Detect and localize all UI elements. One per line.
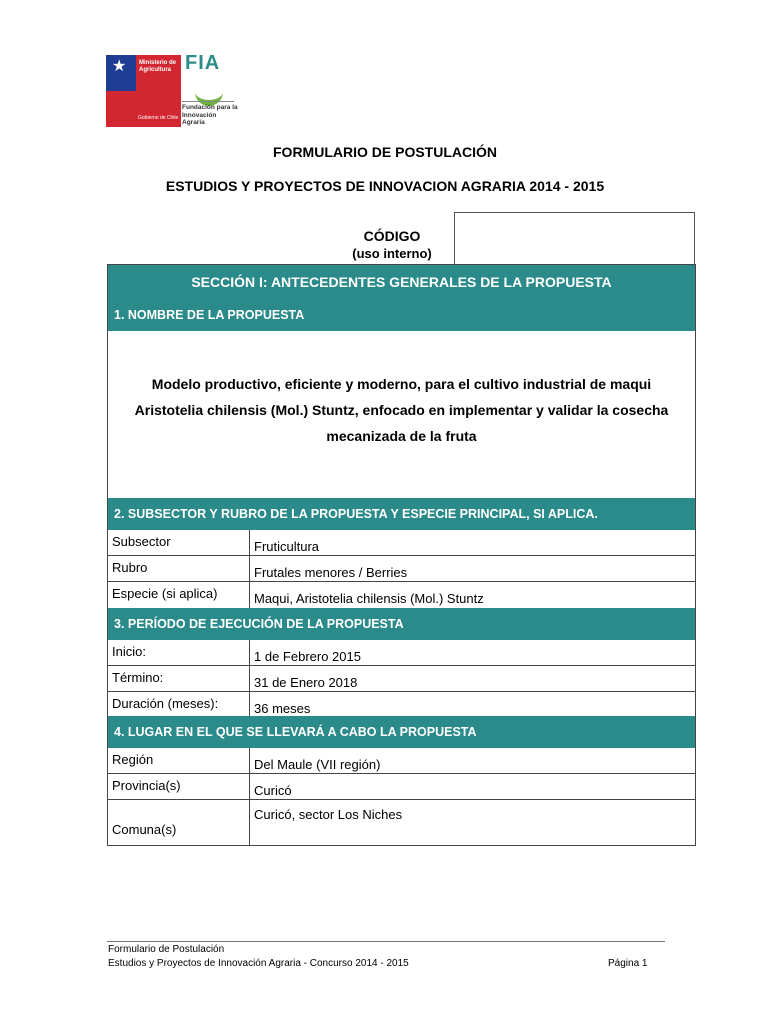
code-label: [330, 228, 454, 262]
table-row: [108, 582, 695, 608]
row-label: Comuna(s): [112, 822, 177, 837]
proposal-name-line: mecanizada de la fruta: [326, 428, 477, 444]
fia-logo-text: [182, 104, 238, 127]
footer-form-name: Formulario de Postulación: [108, 944, 225, 955]
proposal-name-line: Aristotelia chilensis (Mol.) Stuntz, enfocado en implementar y validar la cosecha: [134, 402, 669, 418]
table-row: [108, 640, 695, 666]
row-value: Frutales menores / Berries: [254, 565, 408, 580]
row-value: Maqui, Aristotelia chilensis (Mol.) Stuntz: [254, 591, 484, 606]
ministry-logo-sub: Gobierno de Chile: [138, 115, 179, 121]
row-label: Inicio:: [112, 644, 146, 659]
row-label: Subsector: [112, 534, 171, 549]
question-2-heading: 2. SUBSECTOR Y RUBRO DE LA PROPUESTA Y ESPECIE PRINCIPAL, SI APLICA.: [108, 498, 695, 530]
fia-logo-divider: [182, 101, 234, 102]
ministry-logo-line2: Agricultura: [139, 67, 172, 73]
form-title: FORMULARIO DE POSTULACIÓN: [273, 144, 497, 160]
code-field[interactable]: [454, 212, 695, 264]
flag-blue-field: [106, 55, 136, 91]
row-label: Región: [112, 752, 154, 767]
proposal-name-line: Modelo productivo, eficiente y moderno, para el cultivo industrial de maqui: [151, 376, 652, 392]
proposal-name: [108, 331, 695, 498]
table-row: [108, 530, 695, 556]
row-value: 36 meses: [254, 701, 311, 716]
row-label: Término:: [112, 670, 164, 685]
table-row: [108, 556, 695, 582]
fia-logo-line1: Fundación para la: [182, 104, 238, 111]
question-4-heading: 4. LUGAR EN EL QUE SE LLEVARÁ A CABO LA PROPUESTA: [108, 716, 695, 748]
star-icon: ★: [112, 58, 127, 75]
section-heading: SECCIÓN I: ANTECEDENTES GENERALES DE LA PROPUESTA: [108, 265, 695, 299]
row-value: 31 de Enero 2018: [254, 675, 358, 690]
table-row: [108, 666, 695, 692]
table-row: [108, 748, 695, 774]
footer-page-number: Página 1: [608, 958, 648, 969]
row-label: Especie (si aplica): [112, 586, 218, 601]
footer-contest: Estudios y Proyectos de Innovación Agraria - Concurso 2014 - 2015: [108, 958, 409, 969]
table-row: [108, 692, 695, 718]
row-value: Curicó, sector Los Niches: [254, 807, 403, 822]
table-row: [108, 774, 695, 800]
row-label: Duración (meses):: [112, 696, 219, 711]
ministry-logo: [106, 55, 181, 127]
fia-logo-line2: Innovación Agraria: [182, 111, 217, 126]
flag-red-field: [106, 91, 136, 127]
question-1-heading: 1. NOMBRE DE LA PROPUESTA: [108, 299, 695, 331]
row-value: Fruticultura: [254, 539, 320, 554]
leaf-icon: [195, 80, 223, 106]
code-label-sub: (uso interno): [352, 246, 432, 261]
row-value: Curicó: [254, 783, 292, 798]
fia-logo: [182, 52, 237, 127]
footer-divider: [107, 941, 665, 942]
row-value: 1 de Febrero 2015: [254, 649, 361, 664]
table-row: [108, 800, 695, 846]
form-subtitle: ESTUDIOS Y PROYECTOS DE INNOVACION AGRARIA 2014 - 2015: [165, 178, 605, 194]
ministry-logo-line1: Ministerio de: [139, 60, 177, 66]
ministry-logo-text: [139, 60, 179, 74]
row-label: Provincia(s): [112, 778, 181, 793]
row-value: Del Maule (VII región): [254, 757, 381, 772]
code-label-text: CÓDIGO: [363, 228, 421, 244]
row-label: Rubro: [112, 560, 148, 575]
question-3-heading: 3. PERÍODO DE EJECUCIÓN DE LA PROPUESTA: [108, 608, 695, 640]
fia-logo-word: FIA: [185, 52, 221, 74]
